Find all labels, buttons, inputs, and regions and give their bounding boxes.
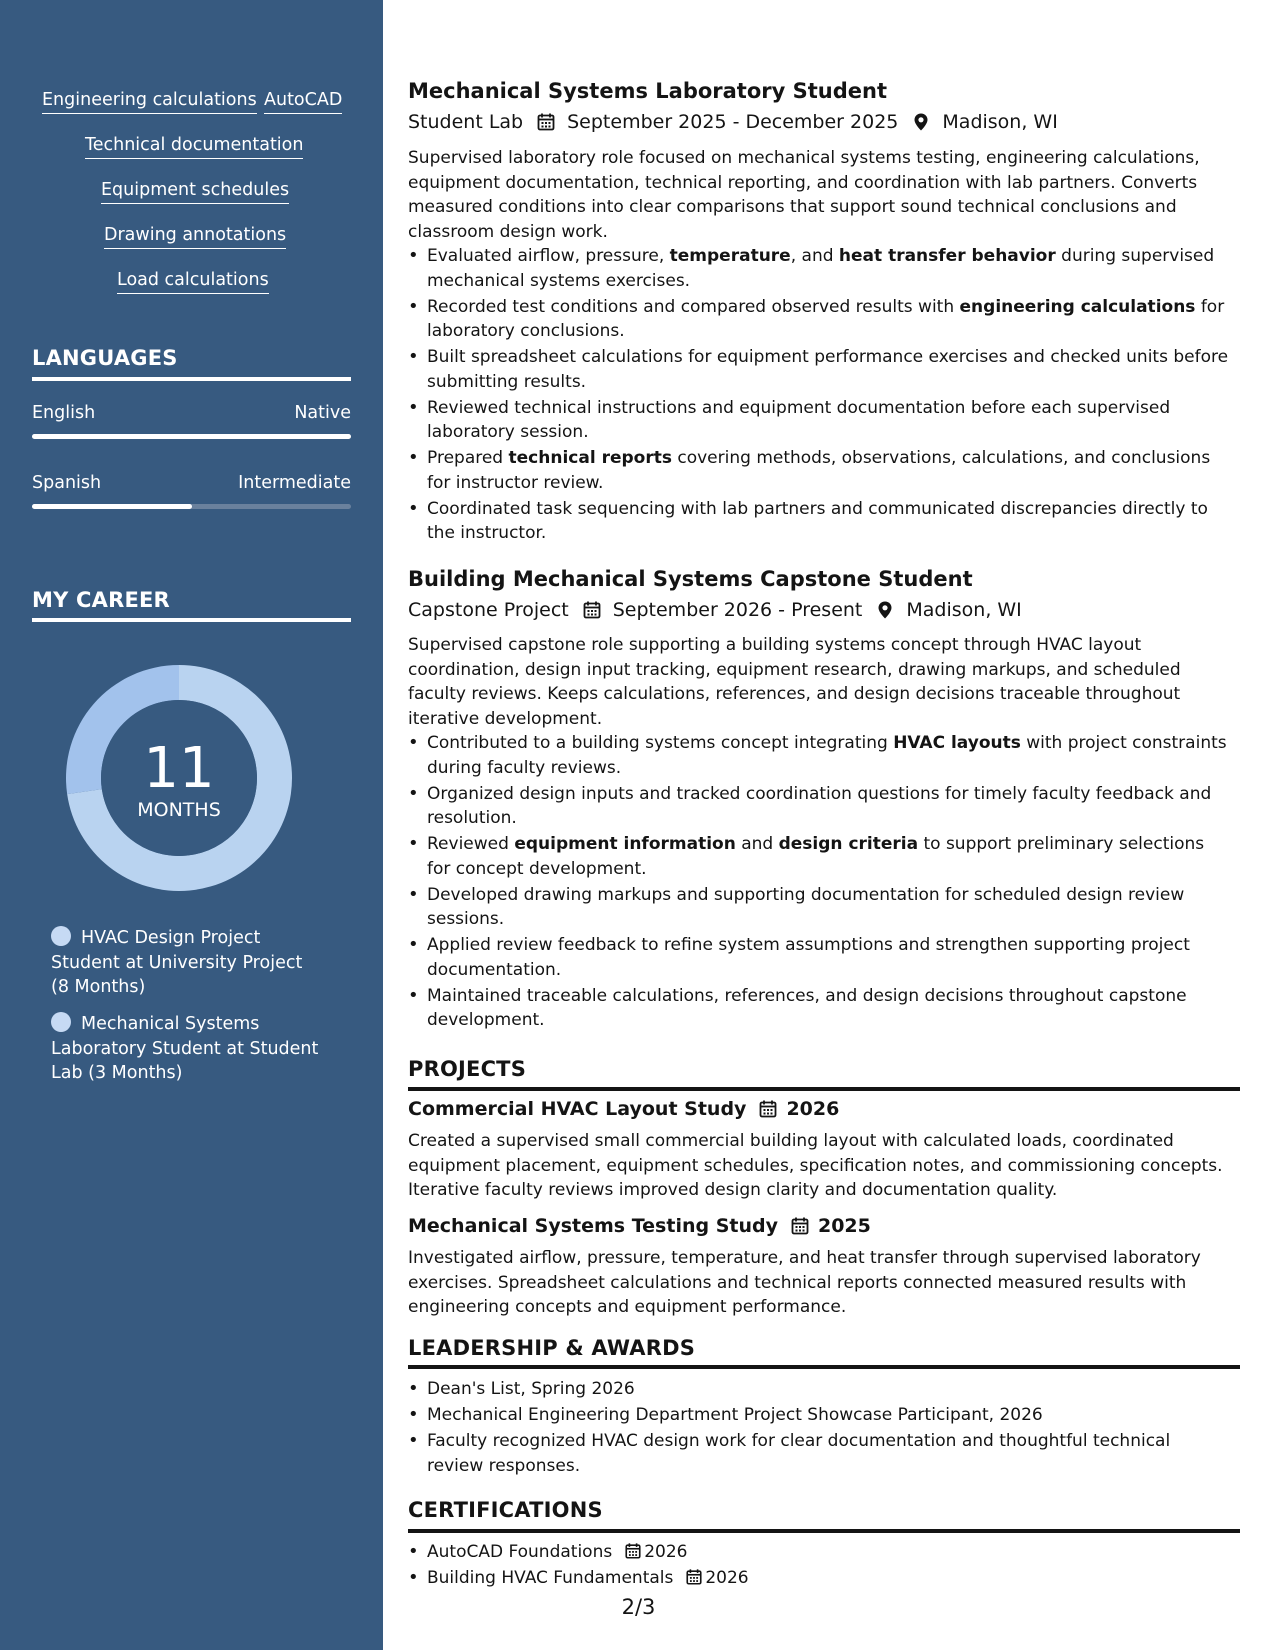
- leadership-rule: [408, 1365, 1240, 1369]
- certifications-rule: [408, 1529, 1240, 1533]
- main-content: [408, 0, 1240, 1650]
- job-meta: [408, 111, 1058, 133]
- job-summary: Supervised laboratory role focused on mechanical systems testing, engineering calculations, equipment documentation, technical reporting, and coordination with lab partners. Converts measured conditions into clear comparisons that support sound technical conclusions and classroom design work.: [408, 148, 1200, 242]
- project-title-line: [408, 1098, 839, 1120]
- bullet-item: • Faculty recognized HVAC design work for clear documentation and thoughtful technical review responses.: [408, 1429, 1230, 1478]
- legend-dot-icon: [51, 926, 71, 946]
- job-meta: [408, 599, 1022, 621]
- career-legend-item: [51, 926, 321, 1000]
- sidebar: [0, 0, 383, 1650]
- job-location: Madison, WI: [906, 599, 1022, 621]
- skill-tag: Load calculations: [117, 268, 269, 294]
- project-description: Investigated airflow, pressure, temperature, and heat transfer through supervised laboratory exercises. Spreadsheet calculations and technical reports connected measured results with engineering concepts and equipment performance.: [408, 1248, 1201, 1317]
- job-org: Capstone Project: [408, 599, 569, 621]
- calendar-icon: [790, 1216, 810, 1236]
- bullet-item: • Applied review feedback to refine system assumptions and strengthen supporting project documentation.: [408, 933, 1230, 982]
- bullet-item: • Developed drawing markups and supporting documentation for scheduled design review sessions.: [408, 883, 1230, 932]
- job-title: Mechanical Systems Laboratory Student: [408, 79, 888, 103]
- bullet-item: • Contributed to a building systems concept integrating HVAC layouts with project constraints during faculty reviews.: [408, 731, 1230, 780]
- project-year: 2026: [786, 1098, 840, 1120]
- skill-tag: AutoCAD: [264, 88, 342, 114]
- legend-dot-icon: [51, 1012, 71, 1032]
- certification-name: Building HVAC Fundamentals: [427, 1568, 674, 1588]
- skill-tag: Engineering calculations: [42, 88, 257, 114]
- career-heading: MY CAREER: [32, 588, 170, 612]
- career-total-unit: MONTHS: [137, 799, 221, 821]
- career-legend-label: Mechanical Systems Laboratory Student at Student Lab (3 Months): [51, 1014, 319, 1083]
- projects-rule: [408, 1087, 1240, 1091]
- certification-item: [408, 1566, 1230, 1591]
- certification-item: [408, 1540, 1230, 1565]
- job-title: Building Mechanical Systems Capstone Student: [408, 567, 973, 591]
- language-bar: [32, 504, 351, 509]
- job-bullets: [408, 244, 1230, 547]
- bullet-item: • Recorded test conditions and compared observed results with engineering calculations for laboratory conclusions.: [408, 295, 1230, 344]
- calendar-icon: [685, 1568, 703, 1586]
- bullet-item: • Reviewed technical instructions and equipment documentation before each supervised laboratory session.: [408, 396, 1230, 445]
- job-summary: Supervised capstone role supporting a building systems concept through HVAC layout coordination, design input tracking, equipment research, drawing markups, and scheduled faculty reviews. Keeps calculations, references, and design decisions traceable throughout iterative development.: [408, 635, 1181, 729]
- leadership-heading: LEADERSHIP & AWARDS: [408, 1336, 696, 1360]
- bullet-item: • Organized design inputs and tracked coordination questions for timely faculty feedback and resolution.: [408, 782, 1230, 831]
- language-name: Spanish: [32, 473, 102, 493]
- skill-tag: Equipment schedules: [101, 178, 289, 204]
- location-pin-icon: [874, 599, 896, 621]
- calendar-icon: [624, 1542, 642, 1560]
- calendar-icon: [535, 111, 557, 133]
- calendar-icon: [758, 1099, 778, 1119]
- certifications-list: [408, 1540, 1230, 1592]
- job-location: Madison, WI: [942, 111, 1058, 133]
- project-description: Created a supervised small commercial building layout with calculated loads, coordinated equipment placement, equipment schedules, specification notes, and commissioning concepts. Iterative faculty reviews improved design clarity and documentation quality.: [408, 1131, 1223, 1200]
- project-title: Commercial HVAC Layout Study: [408, 1098, 747, 1120]
- bullet-item: • Mechanical Engineering Department Project Showcase Participant, 2026: [408, 1403, 1230, 1428]
- languages-rule: [32, 377, 351, 381]
- bullet-item: • Maintained traceable calculations, references, and design decisions throughout capstone development.: [408, 984, 1230, 1033]
- bullet-item: • Evaluated airflow, pressure, temperature, and heat transfer behavior during supervised mechanical systems exercises.: [408, 244, 1230, 293]
- project-year: 2025: [817, 1215, 871, 1237]
- language-name: English: [32, 403, 96, 423]
- skill-tag: Drawing annotations: [104, 223, 286, 249]
- bullet-item: • Dean's List, Spring 2026: [408, 1377, 1230, 1402]
- career-legend-item: [51, 1012, 321, 1086]
- certification-year: 2026: [644, 1542, 688, 1562]
- language-bar-fill: [32, 434, 351, 439]
- job-org: Student Lab: [408, 111, 524, 133]
- bullet-item: • Coordinated task sequencing with lab partners and communicated discrepancies directly to the instructor.: [408, 497, 1230, 546]
- language-bar-fill: [32, 504, 192, 509]
- leadership-list: [408, 1377, 1230, 1480]
- language-level: Native: [294, 403, 351, 423]
- certification-name: AutoCAD Foundations: [427, 1542, 613, 1562]
- certification-year: 2026: [705, 1568, 749, 1588]
- career-rule: [32, 618, 351, 622]
- language-bar: [32, 434, 351, 439]
- location-pin-icon: [910, 111, 932, 133]
- bullet-item: • Built spreadsheet calculations for equipment performance exercises and checked units before submitting results.: [408, 345, 1230, 394]
- project-title: Mechanical Systems Testing Study: [408, 1215, 778, 1237]
- project-title-line: [408, 1215, 871, 1237]
- languages-heading: LANGUAGES: [32, 346, 178, 370]
- career-legend-label: HVAC Design Project Student at University Project (8 Months): [51, 928, 303, 997]
- job-dates: September 2025 - December 2025: [567, 111, 899, 133]
- job-dates: September 2026 - Present: [612, 599, 863, 621]
- certifications-heading: CERTIFICATIONS: [408, 1498, 603, 1522]
- bullet-item: • Prepared technical reports covering methods, observations, calculations, and conclusions for instructor review.: [408, 446, 1230, 495]
- career-total-value: 11: [143, 736, 215, 801]
- job-bullets: [408, 731, 1230, 1034]
- page-number: 2/3: [621, 1595, 656, 1619]
- projects-heading: PROJECTS: [408, 1057, 527, 1081]
- skill-tag: Technical documentation: [85, 133, 303, 159]
- bullet-item: • Reviewed equipment information and design criteria to support preliminary selections for concept development.: [408, 832, 1230, 881]
- language-level: Intermediate: [238, 473, 351, 493]
- calendar-icon: [581, 599, 603, 621]
